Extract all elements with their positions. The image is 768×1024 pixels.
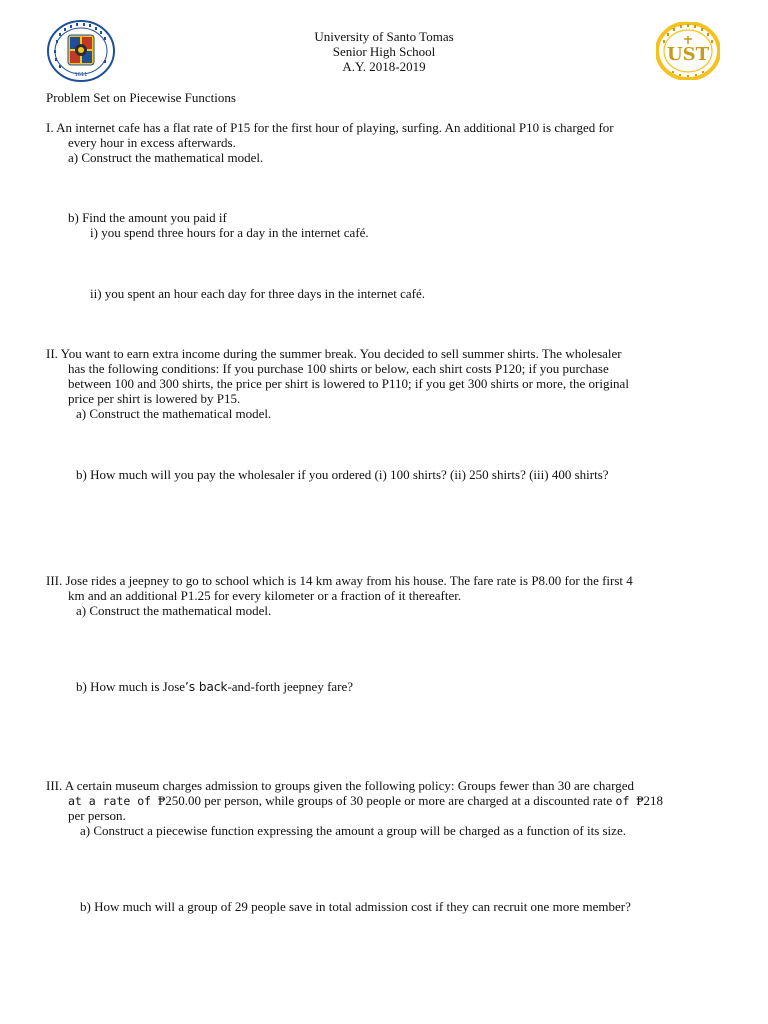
problem-1-part-b-ii: ii) you spent an hour each day for three days in the internet café. [90,286,425,301]
problem-3-part-b [76,679,353,695]
left-university-seal-logo [46,20,116,82]
problem-4-part-a: a) Construct a piecewise function expressing the amount a group will be charged as a function of its size. [80,823,626,838]
problem-1-part-a: a) Construct the mathematical model. [68,150,264,165]
problem-3-line-1: III. Jose rides a jeepney to go to school which is 14 km away from his house. The fare rate is P8.00 for the first 4 [46,573,633,588]
problem-4-line-1: III. A certain museum charges admission to groups given the following policy: Groups fewer than 30 are charged [46,778,634,793]
problem-4-line-2-mid: ₱250.00 per person, while groups of 30 people or more are charged at a discounted rate [158,793,616,808]
svg-text:1611: 1611 [74,72,88,78]
problem-4-line-2-end: ₱218 [636,793,664,808]
problem-1-part-b: b) Find the amount you paid if [68,210,227,225]
problem-2-part-a: a) Construct the mathematical model. [76,406,272,421]
problem-1-part-b-i: i) you spend three hours for a day in the internet café. [90,225,369,240]
right-ust-shs-logo [656,22,720,80]
problem-3-part-a: a) Construct the mathematical model. [76,603,272,618]
problem-4-line-3: per person. [68,808,126,823]
academic-year: A.Y. 2018-2019 [342,59,426,74]
problem-1-line-2: every hour in excess afterwards. [68,135,236,150]
problem-3-part-b-end: -and-forth jeepney fare? [227,679,354,694]
problem-1-line-1: I. An internet cafe has a flat rate of P15 for the first hour of playing, surfing. An additional P10 is charged for [46,120,614,135]
problem-3-line-2: km and an additional P1.25 for every kilometer or a fraction of it thereafter. [68,588,462,603]
problem-2-line-2: has the following conditions: If you purchase 100 shirts or below, each shirt costs P120; if you purchase [68,361,609,376]
school-name: Senior High School [332,44,436,59]
problem-3-part-b-start: b) How much is Jose [76,679,186,694]
university-name: University of Santo Tomas [314,29,454,44]
problem-4-line-2-mono-b: of [615,794,637,808]
svg-text:UST: UST [666,44,710,65]
document-title: Problem Set on Piecewise Functions [46,90,236,105]
problem-3-part-b-mono: ’s back [185,680,228,694]
problem-4-line-2-mono-a: at a rate of [68,794,159,808]
problem-2-line-4: price per shirt is lowered by P15. [68,391,241,406]
problem-2-line-1: II. You want to earn extra income during the summer break. You decided to sell summer shirts. The wholesaler [46,346,622,361]
problem-2-part-b: b) How much will you pay the wholesaler if you ordered (i) 100 shirts? (ii) 250 shirts? (iii) 400 shirts? [76,467,609,482]
problem-4-part-b: b) How much will a group of 29 people save in total admission cost if they can recruit one more member? [80,899,631,914]
problem-4-line-2 [68,793,663,809]
problem-2-line-3: between 100 and 300 shirts, the price per shirt is lowered to P110; if you get 300 shirts or more, the original [68,376,629,391]
